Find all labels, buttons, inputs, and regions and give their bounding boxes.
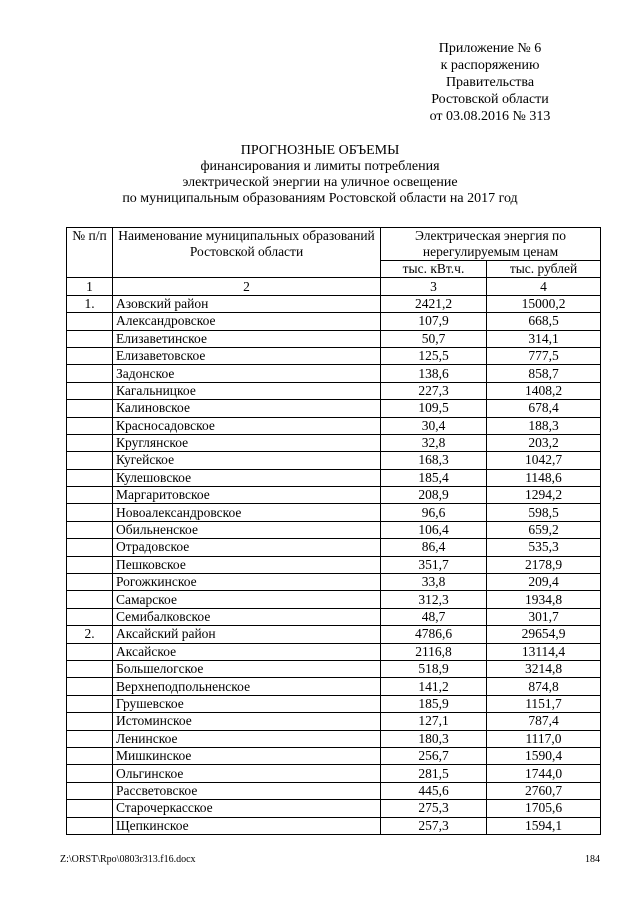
row-name: Азовский район xyxy=(113,295,381,312)
row-name: Отрадовское xyxy=(113,539,381,556)
row-num xyxy=(67,817,113,834)
row-num xyxy=(67,417,113,434)
row-num xyxy=(67,660,113,677)
energy-table xyxy=(66,227,601,835)
row-name: Ленинское xyxy=(113,730,381,747)
row-kwh: 106,4 xyxy=(381,521,487,538)
row-kwh: 180,3 xyxy=(381,730,487,747)
row-name: Истоминское xyxy=(113,713,381,730)
table-row xyxy=(67,591,601,608)
header-num: № п/п xyxy=(67,228,113,278)
table-row xyxy=(67,574,601,591)
table-row xyxy=(67,660,601,677)
row-rub: 2760,7 xyxy=(487,782,601,799)
row-name: Калиновское xyxy=(113,400,381,417)
table-row xyxy=(67,330,601,347)
row-name: Елизаветовское xyxy=(113,347,381,364)
row-kwh: 2421,2 xyxy=(381,295,487,312)
table-row xyxy=(67,782,601,799)
row-kwh: 518,9 xyxy=(381,660,487,677)
row-num xyxy=(67,382,113,399)
row-rub: 209,4 xyxy=(487,574,601,591)
row-name: Аксайский район xyxy=(113,626,381,643)
row-rub: 668,5 xyxy=(487,313,601,330)
row-kwh: 48,7 xyxy=(381,608,487,625)
row-rub: 659,2 xyxy=(487,521,601,538)
row-kwh: 125,5 xyxy=(381,347,487,364)
title-line-1: ПРОГНОЗНЫЕ ОБЪЕМЫ xyxy=(240,143,400,158)
row-kwh: 185,4 xyxy=(381,469,487,486)
row-name: Старочеркасское xyxy=(113,800,381,817)
header-energy: Электрическая энергия по нерегулируемым ценам xyxy=(381,228,601,261)
row-rub: 777,5 xyxy=(487,347,601,364)
row-name: Семибалковское xyxy=(113,608,381,625)
table-row xyxy=(67,643,601,660)
table-row xyxy=(67,713,601,730)
row-num xyxy=(67,452,113,469)
table-row xyxy=(67,521,601,538)
row-num xyxy=(67,591,113,608)
table-row xyxy=(67,695,601,712)
table-row xyxy=(67,608,601,625)
row-num xyxy=(67,574,113,591)
annex-line-1: Приложение № 6 xyxy=(438,41,542,56)
document-title xyxy=(60,143,580,207)
colnum-1: 1 xyxy=(67,278,113,295)
row-num: 2. xyxy=(67,626,113,643)
row-name: Новоалександровское xyxy=(113,504,381,521)
row-num xyxy=(67,608,113,625)
row-rub: 1151,7 xyxy=(487,695,601,712)
table-row xyxy=(67,417,601,434)
table-row xyxy=(67,469,601,486)
row-kwh: 96,6 xyxy=(381,504,487,521)
header-kwh: тыс. кВт.ч. xyxy=(381,261,487,278)
title-line-4: по муниципальным образованиям Ростовской области на 2017 год xyxy=(122,191,518,206)
row-rub: 1042,7 xyxy=(487,452,601,469)
table-row xyxy=(67,382,601,399)
table-row xyxy=(67,434,601,451)
table-row xyxy=(67,295,601,312)
table-row xyxy=(67,313,601,330)
row-kwh: 168,3 xyxy=(381,452,487,469)
row-kwh: 185,9 xyxy=(381,695,487,712)
annex-line-2: к распоряжению xyxy=(440,58,540,73)
table-row xyxy=(67,556,601,573)
row-name: Щепкинское xyxy=(113,817,381,834)
row-rub: 787,4 xyxy=(487,713,601,730)
row-num xyxy=(67,347,113,364)
table-row xyxy=(67,504,601,521)
row-kwh: 109,5 xyxy=(381,400,487,417)
row-kwh: 138,6 xyxy=(381,365,487,382)
annex-block xyxy=(400,40,580,125)
table-row xyxy=(67,678,601,695)
table-row xyxy=(67,747,601,764)
row-num xyxy=(67,487,113,504)
row-kwh: 141,2 xyxy=(381,678,487,695)
row-kwh: 127,1 xyxy=(381,713,487,730)
row-name: Маргаритовское xyxy=(113,487,381,504)
footer-file-path: Z:\ORST\Rpo\0803r313.f16.docx xyxy=(60,854,196,865)
row-rub: 1408,2 xyxy=(487,382,601,399)
row-num xyxy=(67,400,113,417)
row-kwh: 107,9 xyxy=(381,313,487,330)
row-rub: 1744,0 xyxy=(487,765,601,782)
row-rub: 301,7 xyxy=(487,608,601,625)
row-kwh: 256,7 xyxy=(381,747,487,764)
table-row xyxy=(67,730,601,747)
row-rub: 29654,9 xyxy=(487,626,601,643)
row-num xyxy=(67,330,113,347)
table-row xyxy=(67,400,601,417)
row-num xyxy=(67,765,113,782)
row-num xyxy=(67,678,113,695)
row-num xyxy=(67,556,113,573)
row-num xyxy=(67,469,113,486)
row-num xyxy=(67,782,113,799)
table-row xyxy=(67,347,601,364)
row-num xyxy=(67,747,113,764)
row-name: Рогожкинское xyxy=(113,574,381,591)
table-row xyxy=(67,539,601,556)
row-kwh: 257,3 xyxy=(381,817,487,834)
row-num xyxy=(67,434,113,451)
row-rub: 678,4 xyxy=(487,400,601,417)
row-name: Пешковское xyxy=(113,556,381,573)
header-rub: тыс. рублей xyxy=(487,261,601,278)
row-name: Большелогское xyxy=(113,660,381,677)
row-kwh: 33,8 xyxy=(381,574,487,591)
row-rub: 188,3 xyxy=(487,417,601,434)
row-name: Ольгинское xyxy=(113,765,381,782)
row-rub: 1705,6 xyxy=(487,800,601,817)
row-rub: 1294,2 xyxy=(487,487,601,504)
row-num xyxy=(67,313,113,330)
title-line-3: электрической энергии на уличное освещение xyxy=(182,175,458,190)
row-name: Аксайское xyxy=(113,643,381,660)
row-name: Красносадовское xyxy=(113,417,381,434)
row-num xyxy=(67,539,113,556)
row-kwh: 351,7 xyxy=(381,556,487,573)
row-kwh: 445,6 xyxy=(381,782,487,799)
row-num xyxy=(67,521,113,538)
row-kwh: 30,4 xyxy=(381,417,487,434)
row-kwh: 32,8 xyxy=(381,434,487,451)
title-line-2: финансирования и лимиты потребления xyxy=(200,159,440,174)
row-rub: 15000,2 xyxy=(487,295,601,312)
row-num xyxy=(67,730,113,747)
row-rub: 1934,8 xyxy=(487,591,601,608)
row-kwh: 275,3 xyxy=(381,800,487,817)
annex-line-5: от 03.08.2016 № 313 xyxy=(429,109,551,124)
table-row xyxy=(67,817,601,834)
row-rub: 2178,9 xyxy=(487,556,601,573)
row-rub: 1117,0 xyxy=(487,730,601,747)
row-rub: 535,3 xyxy=(487,539,601,556)
row-num xyxy=(67,800,113,817)
row-kwh: 86,4 xyxy=(381,539,487,556)
row-kwh: 312,3 xyxy=(381,591,487,608)
colnum-2: 2 xyxy=(113,278,381,295)
row-rub: 314,1 xyxy=(487,330,601,347)
row-rub: 874,8 xyxy=(487,678,601,695)
row-kwh: 227,3 xyxy=(381,382,487,399)
row-rub: 3214,8 xyxy=(487,660,601,677)
row-name: Кулешовское xyxy=(113,469,381,486)
row-rub: 1594,1 xyxy=(487,817,601,834)
row-rub: 858,7 xyxy=(487,365,601,382)
colnum-3: 3 xyxy=(381,278,487,295)
footer-page-number: 184 xyxy=(585,854,600,865)
header-name: Наименование муниципальных образований Ростовской области xyxy=(113,228,381,278)
row-num xyxy=(67,504,113,521)
table-row xyxy=(67,765,601,782)
row-name: Кугейское xyxy=(113,452,381,469)
row-name: Рассветовское xyxy=(113,782,381,799)
annex-line-3: Правительства xyxy=(445,75,535,90)
row-kwh: 50,7 xyxy=(381,330,487,347)
row-name: Задонское xyxy=(113,365,381,382)
row-name: Верхнеподпольненское xyxy=(113,678,381,695)
row-rub: 1148,6 xyxy=(487,469,601,486)
row-kwh: 208,9 xyxy=(381,487,487,504)
table-row xyxy=(67,452,601,469)
row-name: Мишкинское xyxy=(113,747,381,764)
table-row xyxy=(67,487,601,504)
row-name: Елизаветинское xyxy=(113,330,381,347)
row-kwh: 281,5 xyxy=(381,765,487,782)
row-rub: 598,5 xyxy=(487,504,601,521)
row-rub: 13114,4 xyxy=(487,643,601,660)
row-name: Грушевское xyxy=(113,695,381,712)
annex-line-4: Ростовской области xyxy=(431,92,549,107)
row-name: Александровское xyxy=(113,313,381,330)
row-rub: 1590,4 xyxy=(487,747,601,764)
table-row xyxy=(67,365,601,382)
row-kwh: 4786,6 xyxy=(381,626,487,643)
row-num xyxy=(67,365,113,382)
row-num xyxy=(67,713,113,730)
row-name: Круглянское xyxy=(113,434,381,451)
row-num xyxy=(67,695,113,712)
row-num: 1. xyxy=(67,295,113,312)
row-num xyxy=(67,643,113,660)
row-name: Кагальницкое xyxy=(113,382,381,399)
table-row xyxy=(67,800,601,817)
row-name: Самарское xyxy=(113,591,381,608)
colnum-4: 4 xyxy=(487,278,601,295)
row-name: Обильненское xyxy=(113,521,381,538)
row-rub: 203,2 xyxy=(487,434,601,451)
table-row xyxy=(67,626,601,643)
row-kwh: 2116,8 xyxy=(381,643,487,660)
